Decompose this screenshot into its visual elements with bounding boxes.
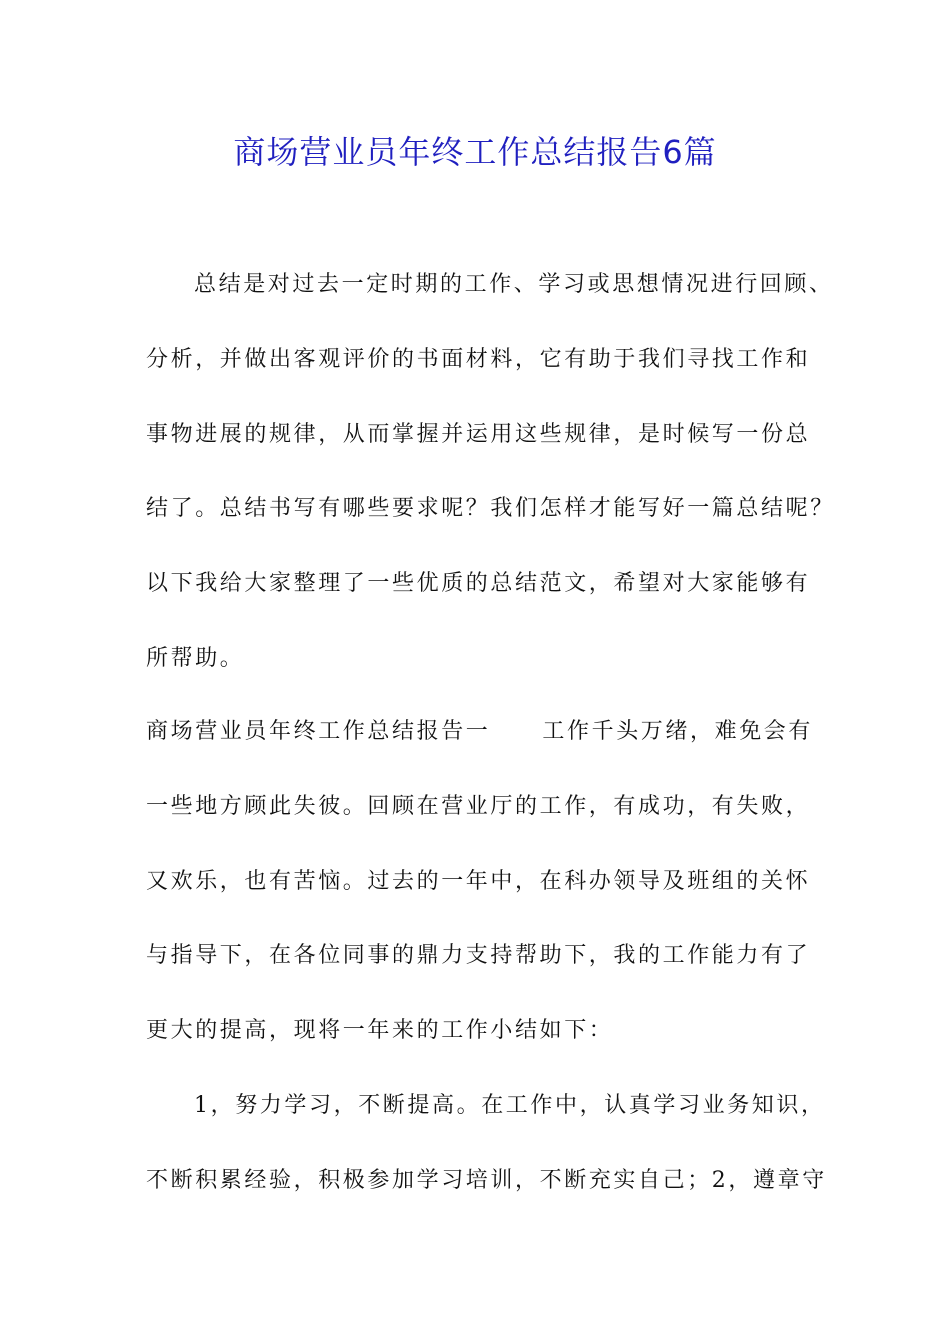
paragraph-line: 不断积累经验，积极参加学习培训，不断充实自己；2，遵章守 — [146, 1168, 827, 1193]
section-first-line — [146, 717, 826, 747]
paragraph-line: 与指导下，在各位同事的鼎力支持帮助下，我的工作能力有了 — [146, 943, 811, 968]
paragraph-line: 更大的提高，现将一年来的工作小结如下： — [146, 1018, 614, 1043]
paragraph-line: 1，努力学习，不断提高。在工作中，认真学习业务知识， — [194, 1093, 826, 1118]
section-first-text: 工作千头万绪，难免会有 — [542, 719, 814, 744]
paragraph-line: 分析，并做出客观评价的书面材料，它有助于我们寻找工作和 — [146, 347, 811, 372]
paragraph-line: 一些地方顾此失彼。回顾在营业厅的工作，有成功，有失败， — [146, 794, 811, 819]
paragraph-line: 又欢乐，也有苦恼。过去的一年中，在科办领导及班组的关怀 — [146, 869, 811, 894]
paragraph-line: 事物进展的规律，从而掌握并运用这些规律，是时候写一份总 — [146, 422, 811, 447]
document-title: 商场营业员年终工作总结报告6篇 — [233, 133, 717, 171]
section-heading: 商场营业员年终工作总结报告一 — [146, 719, 491, 744]
paragraph-line: 结了。总结书写有哪些要求呢？我们怎样才能写好一篇总结呢？ — [146, 496, 835, 521]
paragraph-line: 所帮助。 — [146, 646, 245, 671]
paragraph-line: 以下我给大家整理了一些优质的总结范文，希望对大家能够有 — [146, 571, 811, 596]
paragraph-line: 总结是对过去一定时期的工作、学习或思想情况进行回顾、 — [194, 272, 834, 297]
